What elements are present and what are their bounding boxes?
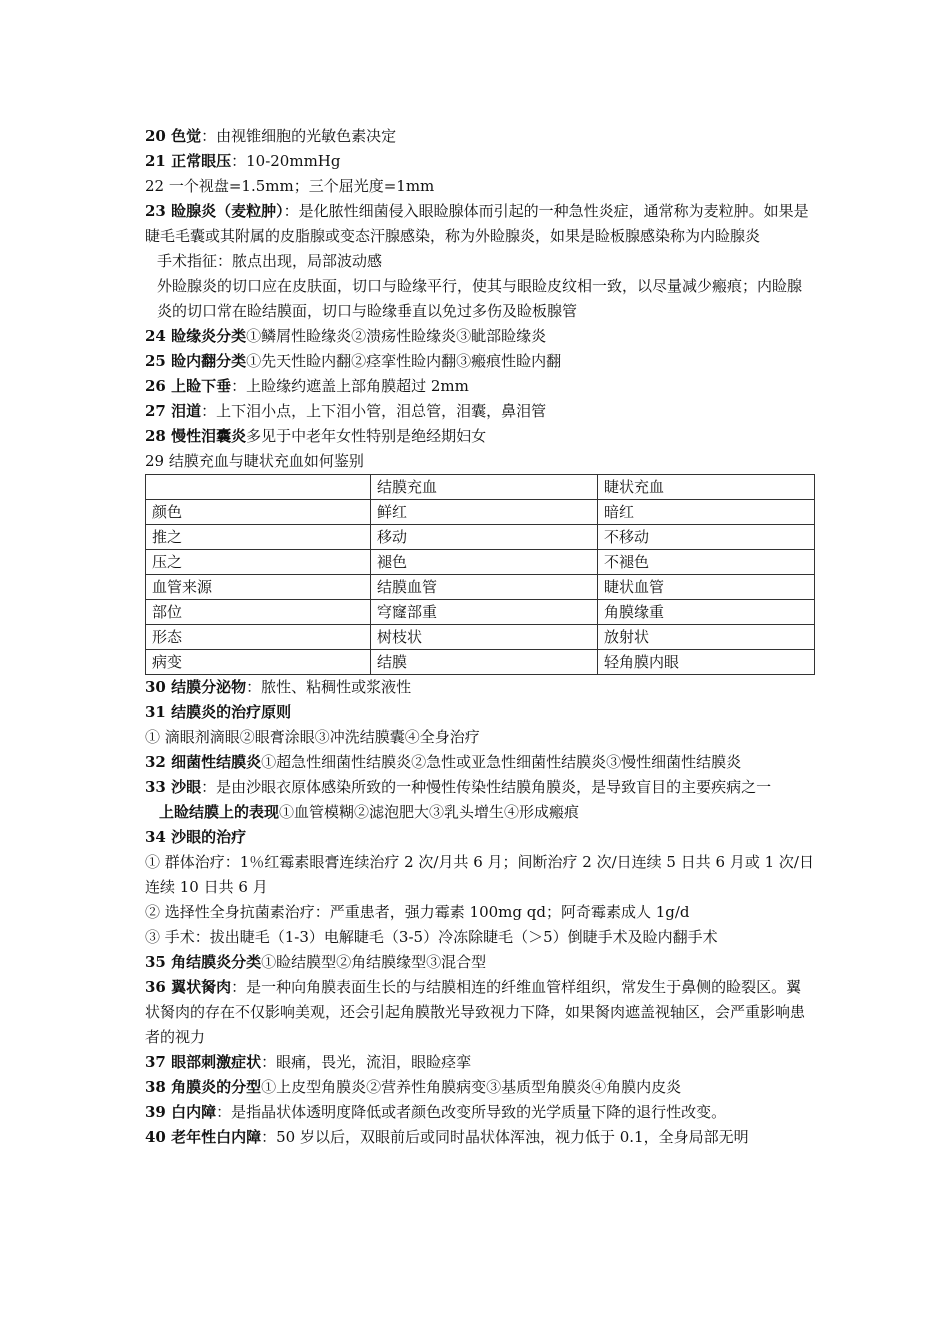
table-cell: 不褪色 bbox=[598, 550, 815, 575]
item-title: 40 老年性白内障 bbox=[145, 1128, 262, 1146]
table-cell: 穹窿部重 bbox=[371, 600, 598, 625]
item-37 bbox=[145, 1050, 815, 1075]
item-text: ：是由沙眼衣原体感染所致的一种慢性传染性结膜角膜炎，是导致盲目的主要疾病之一 bbox=[201, 778, 772, 796]
item-22 bbox=[145, 174, 815, 199]
item-text: 29 结膜充血与睫状充血如何鉴别 bbox=[145, 452, 364, 470]
table-row bbox=[146, 550, 815, 575]
item-title: 23 睑腺炎（麦粒肿） bbox=[145, 202, 284, 220]
item-text: ① 群体治疗：1％红霉素眼膏连续治疗 2 次/月共 6 月；间断治疗 2 次/日连续 5 日共 6 月或 1 次/日连续 10 日共 6 月 bbox=[145, 853, 814, 896]
item-title: 26 上睑下垂 bbox=[145, 377, 232, 395]
table-cell: 移动 bbox=[371, 525, 598, 550]
item-27 bbox=[145, 399, 815, 424]
table-row bbox=[146, 575, 815, 600]
table-cell: 推之 bbox=[146, 525, 371, 550]
item-34-surgery bbox=[145, 925, 815, 950]
item-text: ：是一种向角膜表面生长的与结膜相连的纤维血管样组织，常发生于鼻侧的睑裂区。翼状胬肉的存在不仅影响美观，还会引起角膜散光导致视力下降，如果胬肉遮盖视轴区，会严重影响患者的视力 bbox=[145, 978, 806, 1046]
item-34-mass-treatment bbox=[145, 850, 815, 900]
item-text: 外睑腺炎的切口应在皮肤面，切口与睑缘平行，使其与眼睑皮纹相一致，以尽量减少瘢痕；内睑腺炎的切口常在睑结膜面，切口与睑缘垂直以免过多伤及睑板腺管 bbox=[157, 277, 803, 320]
item-text: ①超急性细菌性结膜炎②急性或亚急性细菌性结膜炎③慢性细菌性结膜炎 bbox=[261, 753, 742, 771]
item-title: 25 睑内翻分类 bbox=[145, 352, 247, 370]
table-row bbox=[146, 525, 815, 550]
table-header-row bbox=[146, 475, 815, 500]
item-31 bbox=[145, 700, 815, 725]
item-text: ①睑结膜型②角结膜缘型③混合型 bbox=[261, 953, 487, 971]
item-text: ①上皮型角膜炎②营养性角膜病变③基质型角膜炎④角膜内皮炎 bbox=[261, 1078, 682, 1096]
table-cell: 鲜红 bbox=[371, 500, 598, 525]
item-23 bbox=[145, 199, 815, 249]
congestion-comparison-table bbox=[145, 474, 815, 675]
item-text: ：脓性、粘稠性或浆液性 bbox=[246, 678, 412, 696]
table-cell: 角膜缘重 bbox=[598, 600, 815, 625]
item-31-list bbox=[145, 725, 815, 750]
table-cell: 结膜血管 bbox=[371, 575, 598, 600]
item-title: 37 眼部刺激症状 bbox=[145, 1053, 262, 1071]
item-text: ① 滴眼剂滴眼②眼膏涂眼③冲洗结膜囊④全身治疗 bbox=[145, 728, 480, 746]
table-cell: 不移动 bbox=[598, 525, 815, 550]
table-row bbox=[146, 500, 815, 525]
item-text: ①先天性睑内翻②痉挛性睑内翻③瘢痕性睑内翻 bbox=[246, 352, 562, 370]
item-24 bbox=[145, 324, 815, 349]
item-29 bbox=[145, 449, 815, 474]
item-title: 33 沙眼 bbox=[145, 778, 202, 796]
item-title: 上睑结膜上的表现 bbox=[159, 803, 280, 821]
item-title: 34 沙眼的治疗 bbox=[145, 828, 247, 846]
item-30 bbox=[145, 675, 815, 700]
item-35 bbox=[145, 950, 815, 975]
table-header-cell bbox=[146, 475, 371, 500]
table-cell: 压之 bbox=[146, 550, 371, 575]
table-row bbox=[146, 650, 815, 675]
item-text: ：50 岁以后，双眼前后或同时晶状体浑浊，视力低于 0.1，全身局部无明 bbox=[261, 1128, 749, 1146]
item-title: 31 结膜炎的治疗原则 bbox=[145, 703, 292, 721]
item-32 bbox=[145, 750, 815, 775]
table-cell: 颜色 bbox=[146, 500, 371, 525]
item-title: 39 白内障 bbox=[145, 1103, 217, 1121]
table-row bbox=[146, 600, 815, 625]
table-cell: 血管来源 bbox=[146, 575, 371, 600]
table-cell: 形态 bbox=[146, 625, 371, 650]
table-header-cell: 结膜充血 bbox=[371, 475, 598, 500]
item-23-surgery-indication bbox=[145, 249, 815, 274]
item-title: 27 泪道 bbox=[145, 402, 202, 420]
item-title: 21 正常眼压 bbox=[145, 152, 232, 170]
item-36 bbox=[145, 975, 815, 1050]
item-text: ：由视锥细胞的光敏色素决定 bbox=[201, 127, 397, 145]
table-cell: 褪色 bbox=[371, 550, 598, 575]
item-23-incision bbox=[145, 274, 815, 324]
table-cell: 结膜 bbox=[371, 650, 598, 675]
item-text: 22 一个视盘=1.5mm；三个屈光度=1mm bbox=[145, 177, 435, 195]
item-40 bbox=[145, 1125, 815, 1150]
item-title: 35 角结膜炎分类 bbox=[145, 953, 262, 971]
item-34 bbox=[145, 825, 815, 850]
item-39 bbox=[145, 1100, 815, 1125]
item-21 bbox=[145, 149, 815, 174]
item-text: ：是化脓性细菌侵入眼睑腺体而引起的一种急性炎症，通常称为麦粒肿。如果是睫毛毛囊或其附属的皮脂腺或变态汗腺感染，称为外睑腺炎，如果是睑板腺感染称为内睑腺炎 bbox=[145, 202, 809, 245]
table-cell: 树枝状 bbox=[371, 625, 598, 650]
item-text: ② 选择性全身抗菌素治疗：严重患者，强力霉素 100mg qd；阿奇霉素成人 1g/d bbox=[145, 903, 690, 921]
table-header-cell: 睫状充血 bbox=[598, 475, 815, 500]
item-20 bbox=[145, 124, 815, 149]
table-cell: 病变 bbox=[146, 650, 371, 675]
item-text: ：上睑缘约遮盖上部角膜超过 2mm bbox=[231, 377, 469, 395]
item-title: 32 细菌性结膜炎 bbox=[145, 753, 262, 771]
item-text: ：是指晶状体透明度降低或者颜色改变所导致的光学质量下降的退行性改变。 bbox=[216, 1103, 727, 1121]
item-33-signs bbox=[145, 800, 815, 825]
item-34-systemic-treatment bbox=[145, 900, 815, 925]
item-38 bbox=[145, 1075, 815, 1100]
item-text: 手术指征：脓点出现，局部波动感 bbox=[157, 252, 383, 270]
item-title: 30 结膜分泌物 bbox=[145, 678, 247, 696]
item-title: 38 角膜炎的分型 bbox=[145, 1078, 262, 1096]
item-text: 多见于中老年女性特别是绝经期妇女 bbox=[246, 427, 487, 445]
table-cell: 部位 bbox=[146, 600, 371, 625]
item-26 bbox=[145, 374, 815, 399]
item-text: ①血管模糊②滤泡肥大③乳头增生④形成瘢痕 bbox=[279, 803, 580, 821]
item-text: ③ 手术：拔出睫毛（1-3）电解睫毛（3-5）冷冻除睫毛（＞5）倒睫手术及睑内翻手术 bbox=[145, 928, 718, 946]
table-row bbox=[146, 625, 815, 650]
item-25 bbox=[145, 349, 815, 374]
item-text: ①鳞屑性睑缘炎②溃疡性睑缘炎③眦部睑缘炎 bbox=[246, 327, 547, 345]
item-text: ：10-20mmHg bbox=[231, 152, 341, 170]
item-title: 36 翼状胬肉 bbox=[145, 978, 232, 996]
item-title: 24 睑缘炎分类 bbox=[145, 327, 247, 345]
item-text: ：上下泪小点，上下泪小管，泪总管，泪囊，鼻泪管 bbox=[201, 402, 547, 420]
table-cell: 睫状血管 bbox=[598, 575, 815, 600]
table-cell: 轻角膜内眼 bbox=[598, 650, 815, 675]
table-cell: 暗红 bbox=[598, 500, 815, 525]
item-text: ：眼痛，畏光，流泪，眼睑痉挛 bbox=[261, 1053, 472, 1071]
item-title: 28 慢性泪囊炎 bbox=[145, 427, 247, 445]
item-title: 20 色觉 bbox=[145, 127, 202, 145]
table-cell: 放射状 bbox=[598, 625, 815, 650]
document-page bbox=[145, 124, 815, 1150]
item-33 bbox=[145, 775, 815, 800]
item-28 bbox=[145, 424, 815, 449]
